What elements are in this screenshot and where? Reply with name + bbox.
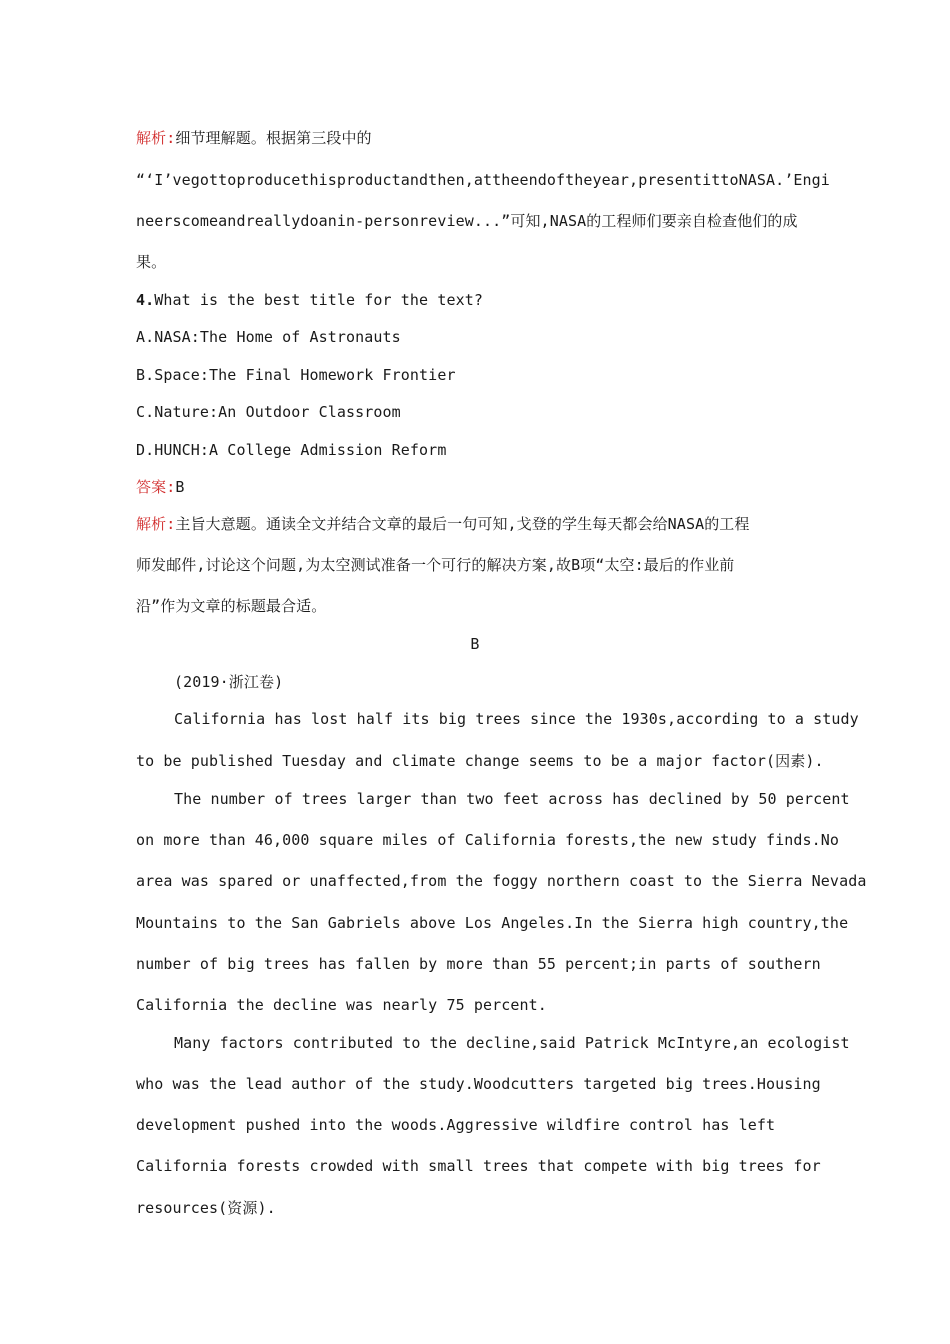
analysis-3-line-4: 果。 xyxy=(136,253,167,271)
paragraph-2-line-6: California the decline was nearly 75 percent. xyxy=(136,996,547,1014)
paragraph-2-line-4: Mountains to the San Gabriels above Los Angeles.In the Sierra high country,the xyxy=(136,914,849,932)
answer-value: B xyxy=(175,478,185,496)
section-heading: B xyxy=(470,635,480,653)
paragraph-3-line-4: California forests crowded with small trees that compete with big trees for xyxy=(136,1157,821,1175)
option-a: A.NASA:The Home of Astronauts xyxy=(136,328,401,346)
question-4-stem-line xyxy=(136,290,826,310)
paragraph-2-line-5: number of big trees has fallen by more than 55 percent;in parts of southern xyxy=(136,955,821,973)
analysis-4-line-1 xyxy=(136,514,826,534)
answer-label: 答案: xyxy=(136,478,176,496)
option-c: C.Nature:An Outdoor Classroom xyxy=(136,403,401,421)
paragraph-2-line-2: on more than 46,000 square miles of California forests,the new study finds.No xyxy=(136,831,840,849)
paragraph-3-line-5: resources(资源). xyxy=(136,1199,276,1217)
analysis-4-line-2: 师发邮件,讨论这个问题,为太空测试准备一个可行的解决方案,故B项“太空:最后的作业前 xyxy=(136,556,735,574)
paragraph-1-line-1: California has lost half its big trees since the 1930s,according to a study xyxy=(174,710,859,728)
source-note: (2019·浙江卷) xyxy=(174,673,284,691)
paragraph-3-line-1: Many factors contributed to the decline,said Patrick McIntyre,an ecologist xyxy=(174,1034,850,1052)
analysis-4-line-3: 沿”作为文章的标题最合适。 xyxy=(136,597,327,615)
option-d: D.HUNCH:A College Admission Reform xyxy=(136,441,447,459)
analysis-3-line-2: “‘I’vegottoproducethisproductandthen,attheendoftheyear,presentittoNASA.’Engi xyxy=(136,171,830,189)
option-b: B.Space:The Final Homework Frontier xyxy=(136,366,456,384)
answer-line xyxy=(136,477,826,497)
analysis-3-line-1 xyxy=(136,128,826,148)
analysis-text: 主旨大意题。通读全文并结合文章的最后一句可知,戈登的学生每天都会给NASA的工程 xyxy=(175,515,750,533)
paragraph-3-line-2: who was the lead author of the study.Woodcutters targeted big trees.Housing xyxy=(136,1075,821,1093)
analysis-3-line-3: neerscomeandreallydoanin-personreview...”可知,NASA的工程师们要亲自检查他们的成 xyxy=(136,212,798,230)
paragraph-1-line-2: to be published Tuesday and climate change seems to be a major factor(因素). xyxy=(136,752,824,770)
paragraph-2-line-1: The number of trees larger than two feet across has declined by 50 percent xyxy=(174,790,850,808)
analysis-text: 细节理解题。根据第三段中的 xyxy=(175,129,372,147)
analysis-label: 解析: xyxy=(136,515,176,533)
question-stem: What is the best title for the text? xyxy=(154,291,483,309)
question-number: 4. xyxy=(136,291,155,309)
paragraph-2-line-3: area was spared or unaffected,from the foggy northern coast to the Sierra Nevada xyxy=(136,872,867,890)
paragraph-3-line-3: development pushed into the woods.Aggressive wildfire control has left xyxy=(136,1116,776,1134)
analysis-label: 解析: xyxy=(136,129,176,147)
